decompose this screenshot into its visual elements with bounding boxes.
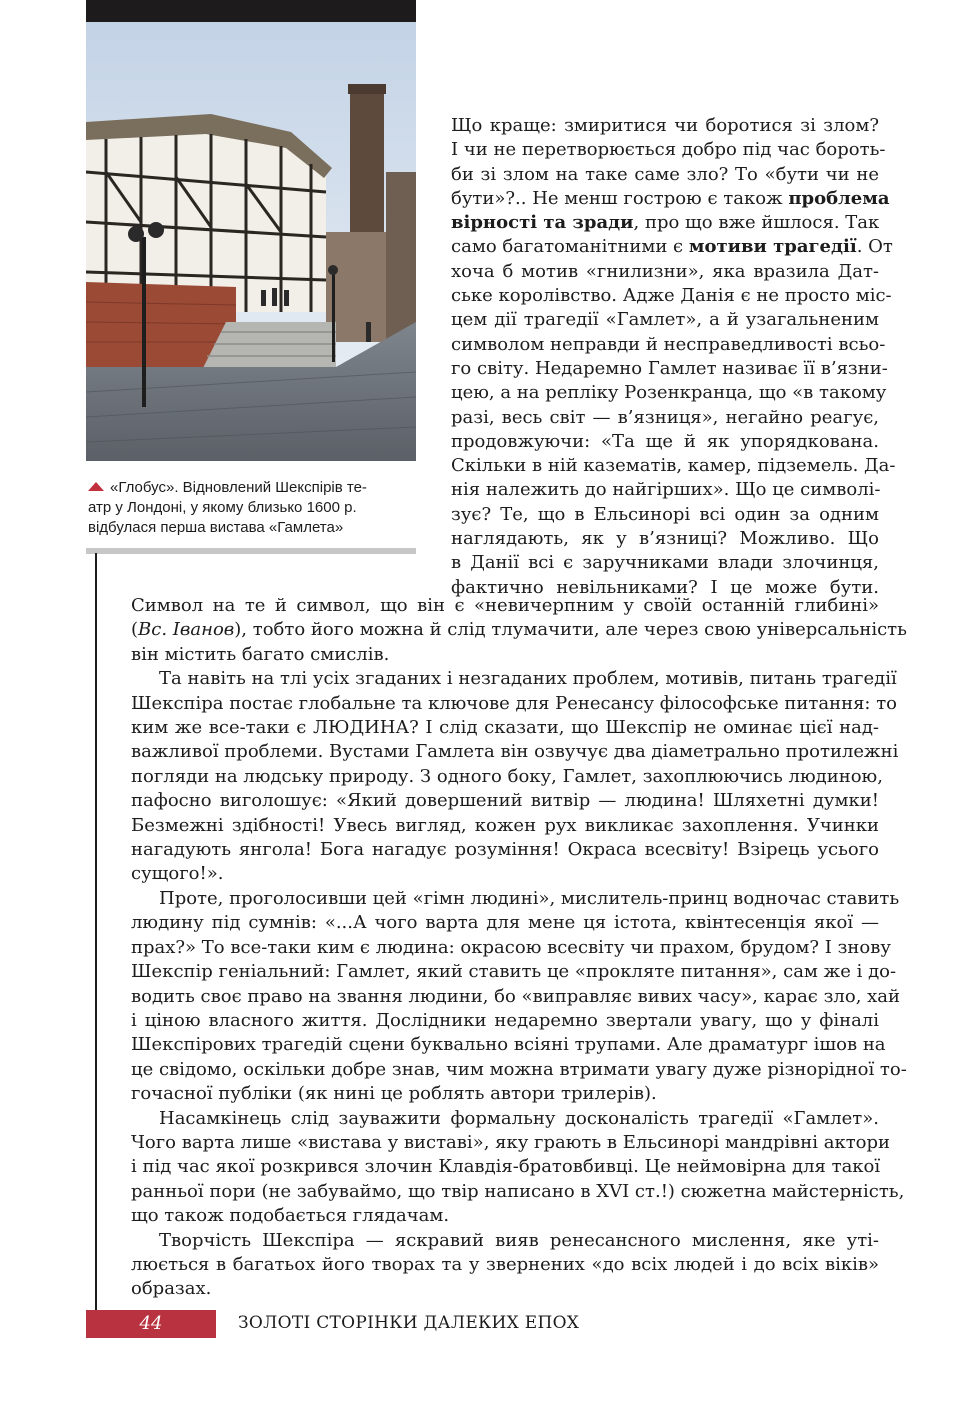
paragraph-5 [131, 1229, 879, 1302]
text-line: це свідомо, оскільки добре знав, чим можна втримати увагу дуже різнорідної то- [131, 1058, 907, 1080]
text-line: і ціною власного життя. Дослідники недаремно звертали увагу, що у фіналі [131, 1009, 879, 1031]
text-line: що також подобається глядачам. [131, 1205, 450, 1227]
text-line: І чи не перетворюється добро під час бороть- [451, 139, 886, 161]
caption-divider [86, 548, 416, 554]
text-line: образах. [131, 1278, 212, 1300]
text-line: він містить багато смислів. [131, 643, 390, 665]
text-line: Проте, проголосивши цей «гімн людині», мислитель-принц водночас ставить [159, 887, 900, 909]
text-line: Безмежні здібності! Увесь вигляд, кожен рух викликає захоплення. Учинки [131, 814, 879, 836]
bold-term: мотиви трагедії [688, 236, 857, 258]
text-line: символом неправди й несправедливості всьо- [451, 333, 886, 355]
author-citation: Вс. Іванов [138, 619, 235, 641]
text-line: цем дії трагедії «Гамлет», а й узагальненим [451, 309, 879, 331]
paragraph-1 [131, 594, 907, 667]
text-line: ранньої пори (не забуваймо, що твір написано в XVI ст.!) сюжетна майстерність, [131, 1180, 905, 1202]
triangle-up-icon [88, 482, 104, 491]
text-line: нія належить до найгірших». Що це символі- [451, 479, 881, 501]
text-line: Що краще: змиритися чи боротися зі злом? [451, 115, 879, 136]
caption-line: атр у Лондоні, у якому близько 1600 р. [88, 499, 357, 516]
text-line: наглядають, як у в’язниці? Можливо. Що [451, 528, 879, 550]
text-line: го світу. Недаремно Гамлет називає її в’язни- [451, 357, 888, 379]
text-line: в Данії всі є заручниками влади злочинця, [451, 552, 879, 574]
text-line: гочасної публіки (як нині це роблять автори трилерів). [131, 1083, 657, 1105]
text-line: Скільки в ній казематів, камер, підземель. Да- [451, 455, 896, 477]
text-line: Шекспіра постає глобальне та ключове для Ренесансу філософське питання: то [131, 692, 898, 714]
text-line: водить своє право на звання людини, бо «виправляє вивих часу», карає зло, хай [131, 985, 901, 1007]
page-number: 44 [139, 1313, 163, 1334]
text-line: фактично невільниками? І це може бути. [451, 576, 879, 598]
text-line: би зі злом на таке саме зло? То «бути чи не [451, 163, 879, 185]
bold-term: проблема [788, 187, 890, 209]
text-line: Шекспірових трагедій сцени буквально всіяні трупами. Але драматург ішов на [131, 1034, 886, 1056]
text-line: само багатоманітними є мотиви трагедії. От [451, 236, 893, 258]
text-line: Шекспір геніальний: Гамлет, який ставить це «прокляте питання», сам же і до- [131, 961, 897, 983]
text-line: продовжуючи: «Та ще й як упорядкована. [451, 430, 879, 452]
text-line: Та навіть на тлі усіх згаданих і незгаданих проблем, мотивів, питань трагедії [159, 668, 897, 690]
paragraph-3 [131, 887, 907, 1107]
text-line: людину під сумнів: «...А чого варта для мене ця істота, квінтесенція якої — [131, 912, 879, 934]
globe-theatre-photo [86, 22, 416, 461]
text-line: Чого варта лише «вистава у виставі», яку грають в Ельсинорі мандрівні актори [131, 1131, 891, 1153]
text-line: разі, весь світ — в’язниця», негайно реагує, [451, 406, 879, 428]
text-line: бути»?.. Не менш гострою є також проблема [451, 187, 890, 209]
text-line: люється в багатьох його творах та у звернених «до всіх людей і до всіх віків» [131, 1253, 879, 1275]
text-line: цею, а на репліку Розенкранца, що «в такому [451, 382, 887, 404]
text-line: вірності та зради, про що вже йшлося. Так [451, 212, 880, 234]
caption-line: «Глобус». Відновлений Шекспірів те- [110, 479, 367, 496]
top-header-bar [86, 0, 416, 22]
text-line: Насамкінець слід зауважити формальну досконалість трагедії «Гамлет». [159, 1107, 879, 1129]
text-line: ське королівство. Адже Данія є не просто міс- [451, 285, 892, 307]
margin-vertical-rule [95, 553, 97, 1313]
text-line: сущого!». [131, 863, 224, 885]
text-line: Творчість Шекспіра — яскравий вияв ренесансного мислення, яке уті- [159, 1229, 879, 1251]
text-line: нагадують янгола! Бога нагадує розуміння! Окраса всесвіту! Взірець усього [131, 839, 879, 861]
text-line: Символ на те й символ, що він є «невичерпним у своїй останній глибині» [131, 595, 879, 616]
text-line: прах?» То все-таки ким є людина: окрасою всесвіту чи прахом, брудом? І знову [131, 936, 891, 958]
text-line: хоча б мотив «гнилизни», яка вразила Дат- [451, 260, 879, 282]
right-column-text [451, 114, 896, 600]
running-footer-title: ЗОЛОТІ СТОРІНКИ ДАЛЕКИХ ЕПОХ [238, 1313, 580, 1333]
text-line: пафосно виголошує: «Який довершений витвір — людина! Шляхетні думки! [131, 790, 879, 812]
text-line: і під час якої розкрився злочин Клавдія-братовбивці. Це неймовірна для такої [131, 1156, 881, 1178]
caption-line: відбулася перша вистава «Гамлета» [88, 519, 344, 536]
bold-term: вірності та зради [451, 212, 634, 234]
photo-caption [88, 478, 416, 538]
paragraph-2 [131, 667, 899, 887]
text-line: (Вс. Іванов), тобто його можна й слід тлумачити, але через свою універсальність [131, 619, 907, 641]
text-line: важливої проблеми. Вустами Гамлета він озвучує два діаметрально протилежні [131, 741, 899, 763]
main-body-text [131, 594, 907, 1302]
paragraph-4 [131, 1107, 905, 1229]
text-line: ким же все-таки є ЛЮДИНА? І слід сказати, що Шекспір не оминає цієї над- [131, 717, 879, 739]
text-line: зує? Те, що в Ельсинорі всі один за одним [451, 503, 879, 525]
text-line: погляди на людську природу. З одного боку, Гамлет, захоплюючись людиною, [131, 765, 883, 787]
